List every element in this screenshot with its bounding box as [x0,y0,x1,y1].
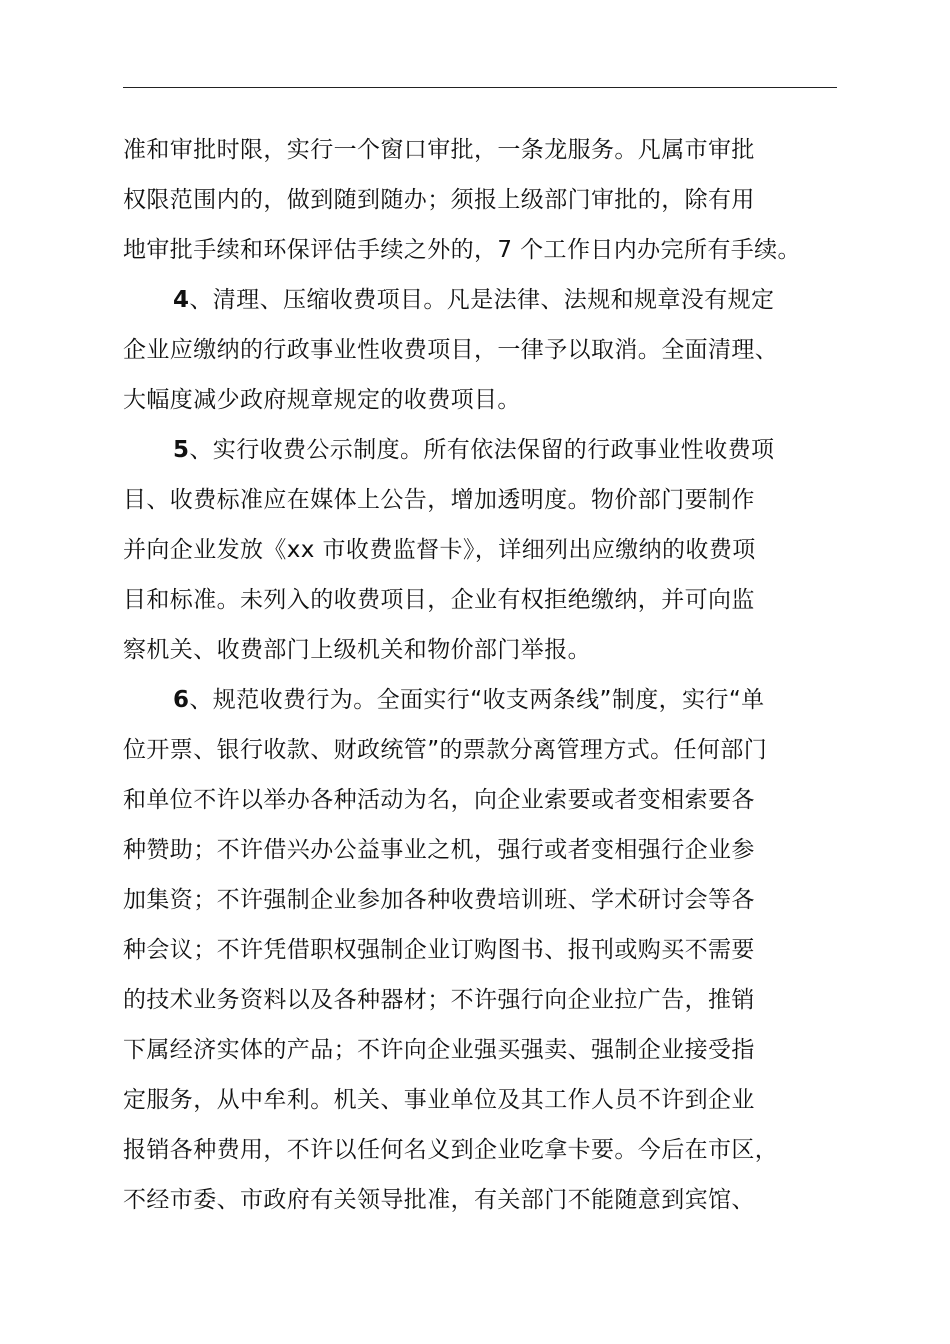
text-line: 并向企业发放《xx 市收费监督卡》，详细列出应缴纳的收费项 [123,537,756,563]
item-6-heading-text: 、规范收费行为。全面实行“收支两条线”制度，实行“单 [189,687,765,713]
text-line: 目、收费标准应在媒体上公告，增加透明度。物价部门要制作 [123,487,755,513]
text-line: 企业应缴纳的行政事业性收费项目，一律予以取消。全面清理、 [123,337,779,363]
item-6-first-line [173,685,946,715]
item-4-first-line [173,285,946,315]
text-line: 大幅度减少政府规章规定的收费项目。 [123,387,521,413]
text-line: 不经市委、市政府有关领导批准，有关部门不能随意到宾馆、 [123,1187,755,1213]
text-line: 位开票、银行收款、财政统管”的票款分离管理方式。任何部门 [123,737,768,763]
item-4-heading-text: 、清理、压缩收费项目。凡是法律、法规和规章没有规定 [189,287,775,313]
text-line: 种会议；不许凭借职权强制企业订购图书、报刊或购买不需要 [123,937,755,963]
text-line: 报销各种费用，不许以任何名义到企业吃拿卡要。今后在市区， [123,1137,779,1163]
text-line: 定服务，从中牟利。机关、事业单位及其工作人员不许到企业 [123,1087,755,1113]
text-line: 准和审批时限，实行一个窗口审批，一条龙服务。凡属市审批 [123,137,755,163]
text-line: 地审批手续和环保评估手续之外的，7 个工作日内办完所有手续。 [123,237,801,263]
text-line: 种赞助；不许借兴办公益事业之机，强行或者变相强行企业参 [123,837,755,863]
text-line: 目和标准。未列入的收费项目，企业有权拒绝缴纳，并可向监 [123,587,755,613]
text-line: 察机关、收费部门上级机关和物价部门举报。 [123,637,591,663]
text-line: 加集资；不许强制企业参加各种收费培训班、学术研讨会等各 [123,887,755,913]
text-line: 的技术业务资料以及各种器材；不许强行向企业拉广告，推销 [123,987,755,1013]
header-rule [123,87,837,88]
text-line: 和单位不许以举办各种活动为名，向企业索要或者变相索要各 [123,787,755,813]
text-line: 下属经济实体的产品；不许向企业强买强卖、强制企业接受指 [123,1037,755,1063]
text-line: 权限范围内的，做到随到随办；须报上级部门审批的，除有用 [123,187,755,213]
item-6-number: 6 [173,687,190,713]
item-5-number: 5 [173,437,190,463]
item-5-first-line [173,435,946,465]
item-4-number: 4 [173,287,190,313]
item-5-heading-text: 、实行收费公示制度。所有依法保留的行政事业性收费项 [189,437,775,463]
